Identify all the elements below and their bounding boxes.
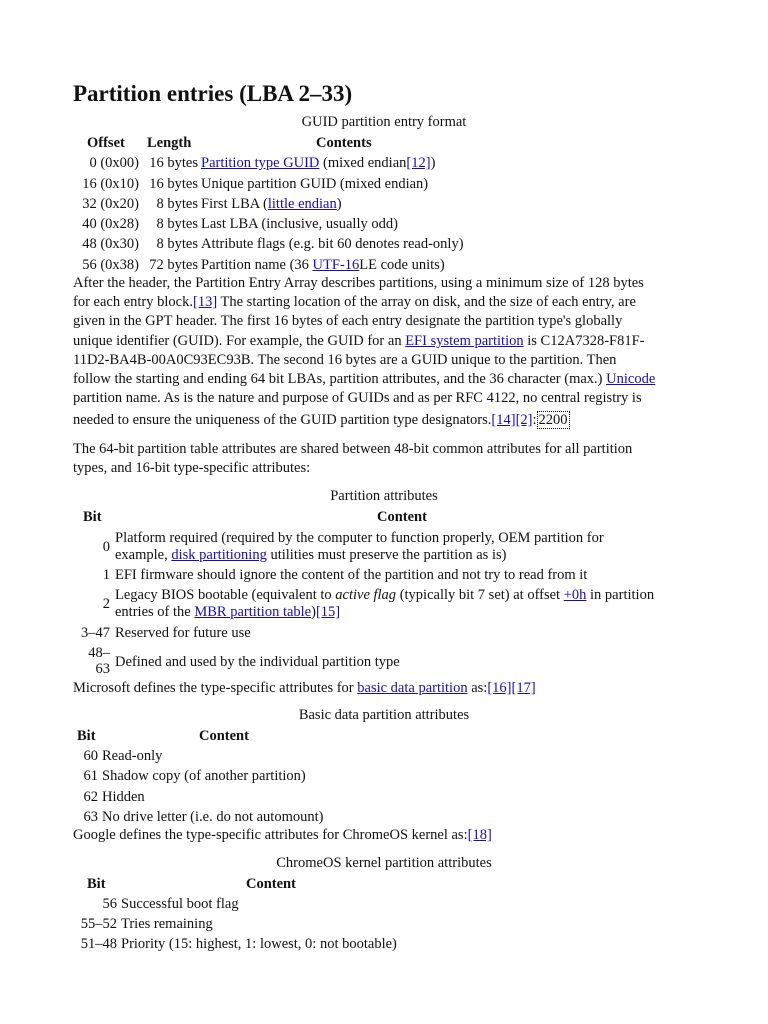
- attr-table-caption: Partition attributes: [330, 488, 438, 504]
- chrome-bit: 56: [102, 896, 117, 912]
- basic-bit: 61: [83, 768, 98, 784]
- entry-contents: Unique partition GUID (mixed endian): [201, 176, 429, 192]
- entry-offset: 48 (0x30): [82, 236, 139, 252]
- ref-2-link[interactable]: [2]: [515, 412, 533, 428]
- basic-content: Shadow copy (of another partition): [102, 768, 306, 784]
- text-span: The starting location of the array on disk, and the size of each entry, are: [217, 294, 636, 310]
- paragraph-line: [73, 370, 655, 389]
- text-span: unique identifier (GUID). For example, the GUID for an: [73, 333, 406, 349]
- text-span: utilities must preserve the partition as is): [266, 547, 507, 563]
- entry-length: 8 bytes: [156, 236, 198, 252]
- google-line: [73, 826, 492, 845]
- text-span: in partition: [586, 587, 655, 603]
- partition-type-guid-link[interactable]: Partition type GUID: [201, 155, 320, 171]
- basic-header-content: Content: [199, 728, 249, 744]
- basic-data-partition-link[interactable]: basic data partition: [357, 680, 468, 696]
- text-span: as:: [467, 680, 488, 696]
- entry-contents: [201, 256, 445, 275]
- page-number-box: 2200: [538, 412, 568, 428]
- entry-contents-text: (mixed endian: [319, 155, 407, 171]
- ref-12-link[interactable]: [12]: [406, 155, 431, 171]
- text-span: ): [311, 604, 316, 620]
- section-heading: Partition entries (LBA 2–33): [73, 81, 353, 106]
- basic-content: Hidden: [102, 789, 145, 805]
- attr-bit: 0: [102, 539, 110, 555]
- attr-content: [115, 603, 340, 622]
- paragraph-line: types, and 16-bit type-specific attributes:: [73, 460, 311, 476]
- chrome-header-content: Content: [246, 876, 296, 892]
- attr-bit: 2: [102, 596, 110, 612]
- paragraph-line: After the header, the Partition Entry Array describes partitions, using a minimum size of 128 bytes: [73, 275, 644, 291]
- entry-offset: 40 (0x28): [82, 216, 139, 232]
- paragraph-line: given in the GPT header. The first 16 bytes of each entry designate the partition type's globally: [73, 313, 623, 329]
- entry-contents-text: Partition name (36: [201, 257, 313, 273]
- entry-header-offset: Offset: [87, 135, 125, 151]
- paragraph-line: 11D2-BA4B-00A0C93EC93B. The second 16 bytes are a GUID unique to the partition. Then: [73, 352, 617, 368]
- entry-contents-tail: ): [336, 196, 342, 212]
- text-span: Google defines the type-specific attributes for ChromeOS kernel as:: [73, 827, 468, 843]
- basic-bit: 60: [83, 748, 98, 764]
- attr-content: Reserved for future use: [115, 625, 251, 641]
- entry-length: 72 bytes: [149, 257, 198, 273]
- entry-contents: [201, 154, 435, 173]
- text-span: Microsoft defines the type-specific attributes for: [73, 680, 358, 696]
- ref-18-link[interactable]: [18]: [467, 827, 492, 843]
- text-span: :: [532, 412, 537, 428]
- entry-length: 8 bytes: [156, 216, 198, 232]
- attr-bit: 3–47: [81, 625, 110, 641]
- offset-0h-link[interactable]: +0h: [563, 587, 587, 603]
- entry-length: 8 bytes: [156, 196, 198, 212]
- text-span: follow the starting and ending 64 bit LBAs, partition attributes, and the 36 character (max.): [73, 371, 607, 387]
- basic-bit: 62: [83, 789, 98, 805]
- attr-content: EFI firmware should ignore the content of the partition and not try to read from it: [115, 567, 588, 583]
- text-span: example,: [115, 547, 172, 563]
- attr-content: Defined and used by the individual partition type: [115, 654, 400, 670]
- attr-content: Platform required (required by the computer to function properly, OEM partition for: [115, 530, 604, 546]
- attr-header-content: Content: [377, 509, 427, 525]
- ref-16-link[interactable]: [16]: [487, 680, 512, 696]
- chrome-content: Tries remaining: [121, 916, 213, 932]
- entry-contents: [201, 195, 342, 214]
- basic-header-bit: Bit: [77, 728, 96, 744]
- ref-14-link[interactable]: [14]: [491, 412, 516, 428]
- utf16-link[interactable]: UTF-16: [312, 257, 360, 273]
- basic-content: No drive letter (i.e. do not automount): [102, 809, 324, 825]
- chrome-content: Priority (15: highest, 1: lowest, 0: not bootable): [121, 936, 397, 952]
- entry-length: 16 bytes: [149, 176, 198, 192]
- chrome-bit: 55–52: [80, 916, 117, 932]
- entry-contents-tail: ): [430, 155, 436, 171]
- attr-bit: 1: [102, 567, 110, 583]
- entry-length: 16 bytes: [149, 155, 198, 171]
- text-span: for each entry block.: [73, 294, 193, 310]
- chrome-header-bit: Bit: [87, 876, 106, 892]
- paragraph-line: [73, 293, 636, 312]
- entry-offset: 56 (0x38): [82, 257, 139, 273]
- entry-offset: 32 (0x20): [82, 196, 139, 212]
- mbr-partition-table-link[interactable]: MBR partition table: [194, 604, 312, 620]
- chrome-content: Successful boot flag: [121, 896, 239, 912]
- entry-offset: 16 (0x10): [82, 176, 139, 192]
- entry-contents: Attribute flags (e.g. bit 60 denotes read-only): [201, 236, 464, 252]
- entry-contents: Last LBA (inclusive, usually odd): [201, 216, 398, 232]
- ref-13-link[interactable]: [13]: [192, 294, 218, 310]
- paragraph-line: partition name. As is the nature and purpose of GUIDs and as per RFC 4122, no central registry is: [73, 390, 642, 406]
- ref-15-link[interactable]: [15]: [315, 604, 341, 620]
- text-span: needed to ensure the uniqueness of the GUID partition type designators.: [73, 412, 492, 428]
- entry-header-contents: Contents: [316, 135, 372, 151]
- microsoft-line: [73, 679, 536, 698]
- chrome-bit: 51–48: [80, 936, 117, 952]
- disk-partitioning-link[interactable]: disk partitioning: [171, 547, 267, 563]
- attr-content: [115, 546, 506, 565]
- attr-bit: 63: [95, 661, 110, 677]
- attr-bit: 48–: [88, 645, 110, 661]
- ref-17-link[interactable]: [17]: [511, 680, 536, 696]
- paragraph-line: [73, 332, 644, 351]
- entry-contents-tail: LE code units): [359, 257, 445, 273]
- entry-offset: 0 (0x00): [89, 155, 139, 171]
- paragraph-line: The 64-bit partition table attributes are shared between 48-bit common attributes for all partition: [73, 441, 633, 457]
- paragraph-line: [73, 411, 570, 430]
- efi-system-partition-link[interactable]: EFI system partition: [405, 333, 524, 349]
- active-flag-text: active flag: [335, 587, 397, 603]
- entry-table-caption: GUID partition entry format: [301, 114, 467, 130]
- little-endian-link[interactable]: little endian: [267, 196, 337, 212]
- entry-header-length: Length: [147, 135, 192, 151]
- text-span: is C12A7328-F81F-: [523, 333, 645, 349]
- text-span: entries of the: [115, 604, 195, 620]
- entry-contents-text: First LBA (: [201, 196, 268, 212]
- basic-content: Read-only: [102, 748, 163, 764]
- text-span: Legacy BIOS bootable (equivalent to: [115, 587, 336, 603]
- chrome-table-caption: ChromeOS kernel partition attributes: [276, 855, 492, 871]
- basic-bit: 63: [83, 809, 98, 825]
- text-span: (typically bit 7 set) at offset: [396, 587, 564, 603]
- unicode-link[interactable]: Unicode: [606, 371, 656, 387]
- basic-table-caption: Basic data partition attributes: [298, 707, 470, 723]
- attr-header-bit: Bit: [83, 509, 102, 525]
